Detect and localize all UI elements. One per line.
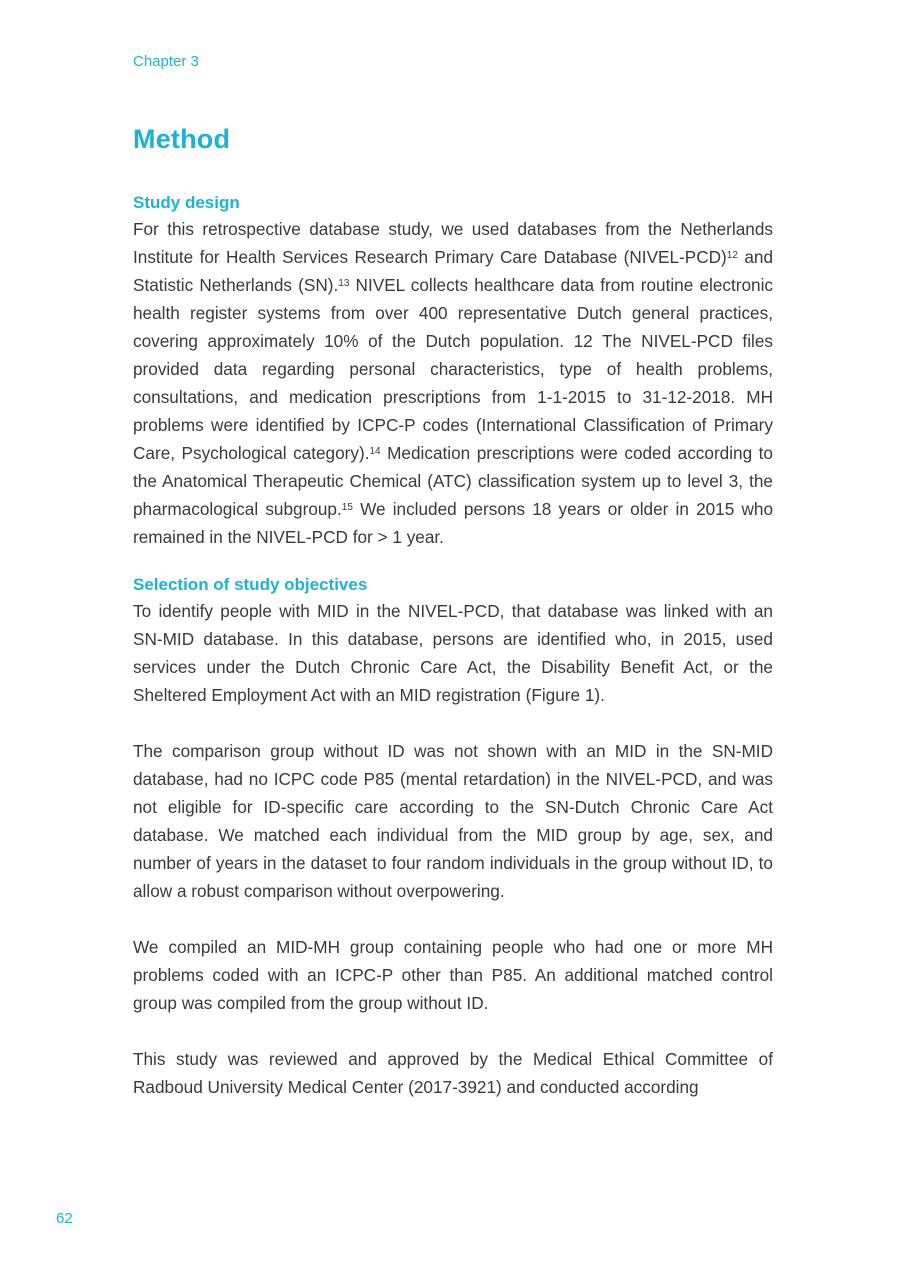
section-title: Method	[133, 124, 231, 154]
study-design-text-1: For this retrospective database study, we used databases from the Netherlands Institute for Health Services Research Primary Care Database (NIVEL-PCD)	[133, 219, 773, 267]
study-design-heading: Study design	[133, 193, 240, 212]
reference-13: 13	[338, 278, 350, 289]
study-design-paragraph	[133, 215, 773, 551]
main-content	[133, 191, 773, 1101]
selection-paragraph-1: To identify people with MID in the NIVEL-PCD, that database was linked with an SN-MID database. In this database, persons are identified who, in 2015, used services under the Dutch Chronic Care Act, the Disability Benefit Act, or the Sheltered Employment Act with an MID registration (Figure 1).	[133, 601, 773, 705]
chapter-label: Chapter 3	[133, 53, 199, 70]
selection-paragraph-4: This study was reviewed and approved by the Medical Ethical Committee of Radboud University Medical Center (2017-3921) and conducted according	[133, 1049, 773, 1097]
study-design-text-4: Medication prescriptions were coded according to the Anatomical Therapeutic Chemical (ATC) classification system up to level 3, the pharmacological subgroup.	[133, 443, 773, 519]
reference-14: 14	[369, 446, 381, 457]
study-design-text-5: We included persons 18 years or older in 2015 who remained in the NIVEL-PCD for > 1 year.	[133, 499, 773, 547]
study-design-text-3: NIVEL collects healthcare data from routine electronic health register systems from over 400 representative Dutch general practices, covering approximately 10% of the Dutch population. 12 The NIVEL-PCD files provided data regarding personal characteristics, type of health problems, consultations, and medication prescriptions from 1-1-2015 to 31-12-2018. MH problems were identified by ICPC-P codes (International Classification of Primary Care, Psychological category).	[133, 275, 774, 463]
selection-heading: Selection of study objectives	[133, 575, 368, 594]
reference-12: 12	[726, 250, 738, 261]
selection-paragraph-2: The comparison group without ID was not shown with an MID in the SN-MID database, had no ICPC code P85 (mental retardation) in the NIVEL-PCD, and was not eligible for ID-specific care according to the SN-Dutch Chronic Care Act database. We matched each individual from the MID group by age, sex, and number of years in the dataset to four random individuals in the group without ID, to allow a robust comparison without overpowering.	[133, 741, 773, 901]
page-number: 62	[56, 1210, 73, 1227]
reference-15: 15	[341, 502, 353, 513]
study-design-text-2: and Statistic Netherlands (SN).	[133, 247, 774, 295]
selection-paragraph-3: We compiled an MID-MH group containing people who had one or more MH problems coded with an ICPC-P other than P85. An additional matched control group was compiled from the group without ID.	[133, 937, 773, 1013]
